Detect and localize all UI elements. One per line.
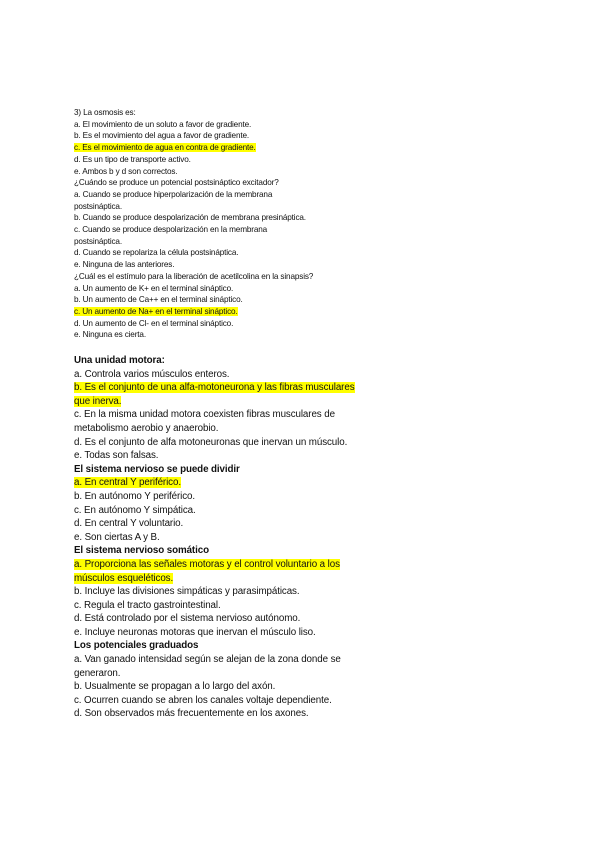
answer-option: d. Está controlado por el sistema nervioso autónomo. — [74, 613, 301, 625]
answer-option: b. Cuando se produce despolarización de membrana presináptica. — [74, 213, 306, 223]
question-title: Una unidad motora: — [74, 355, 165, 366]
answer-option: a. Un aumento de K+ en el terminal sináptico. — [74, 283, 234, 293]
answer-option: a. Cuando se produce hiperpolarización de la membrana — [74, 189, 273, 199]
answer-option-continuation: postsináptica. — [74, 236, 122, 246]
highlight-mark: músculos esqueléticos. — [74, 572, 174, 584]
answer-option: c. Cuando se produce despolarización en la membrana — [74, 225, 268, 235]
answer-option: a. El movimiento de un soluto a favor de gradiente. — [74, 119, 252, 129]
answer-option-highlighted — [74, 572, 384, 586]
answer-option-continuation: postsináptica. — [74, 201, 122, 211]
question-title: 3) La osmosis es: — [74, 108, 136, 117]
answer-option: d. Es el conjunto de alfa motoneuronas que inervan un músculo. — [74, 436, 348, 448]
highlight-mark: que inerva. — [74, 395, 122, 407]
answer-option: e. Incluye neuronas motoras que inervan el músculo liso. — [74, 626, 316, 638]
answer-option-highlighted — [74, 142, 394, 154]
answer-option: b. Usualmente se propagan a lo largo del axón. — [74, 681, 276, 693]
question-title: El sistema nervioso se puede dividir — [74, 463, 240, 475]
answer-option: b. Incluye las divisiones simpáticas y parasimpáticas. — [74, 586, 300, 598]
answer-option: e. Ambos b y d son correctos. — [74, 166, 178, 176]
answer-option: d. Es un tipo de transporte activo. — [74, 154, 191, 164]
question-block-2 — [74, 354, 384, 721]
question-title: Los potenciales graduados — [74, 640, 199, 652]
question-title: ¿Cuándo se produce un potencial postsináptico excitador? — [74, 178, 279, 188]
answer-option-continuation: metabolismo aerobio y anaerobio. — [74, 422, 219, 434]
answer-option-continuation: generaron. — [74, 667, 121, 679]
answer-option: d. En central Y voluntario. — [74, 518, 184, 530]
answer-option-highlighted — [74, 476, 384, 490]
answer-option: d. Son observados más frecuentemente en los axones. — [74, 708, 309, 720]
answer-option: a. Van ganado intensidad según se alejan de la zona donde se — [74, 654, 341, 666]
answer-option: c. Regula el tracto gastrointestinal. — [74, 599, 221, 611]
question-block-1 — [74, 107, 394, 341]
answer-option: e. Todas son falsas. — [74, 450, 159, 462]
answer-option-highlighted — [74, 395, 384, 409]
highlight-mark: a. Proporciona las señales motoras y el control voluntario a los — [74, 558, 340, 570]
highlight-mark: a. En central Y periférico. — [74, 477, 181, 489]
answer-option: a. Controla varios músculos enteros. — [74, 368, 230, 380]
answer-option-highlighted — [74, 381, 384, 395]
answer-option: b. En autónomo Y periférico. — [74, 490, 196, 502]
answer-option-highlighted — [74, 558, 384, 572]
answer-option: c. En autónomo Y simpática. — [74, 504, 196, 516]
answer-option: d. Cuando se repolariza la célula postsináptica. — [74, 248, 239, 258]
highlight-mark: c. Es el movimiento de agua en contra de gradiente. — [74, 143, 256, 153]
answer-option: e. Ninguna de las anteriores. — [74, 260, 175, 270]
answer-option-highlighted — [74, 306, 394, 318]
answer-option: e. Ninguna es cierta. — [74, 330, 146, 340]
question-title: ¿Cuál es el estímulo para la liberación de acetilcolina en la sinapsis? — [74, 271, 314, 281]
answer-option: b. Un aumento de Ca++ en el terminal sináptico. — [74, 295, 243, 305]
highlight-mark: c. Un aumento de Na+ en el terminal sináptico. — [74, 306, 238, 316]
answer-option: c. En la misma unidad motora coexisten fibras musculares de — [74, 409, 335, 421]
answer-option: c. Ocurren cuando se abren los canales voltaje dependiente. — [74, 694, 332, 706]
highlight-mark: b. Es el conjunto de una alfa-motoneurona y las fibras musculares — [74, 382, 355, 394]
answer-option: d. Un aumento de Cl- en el terminal sináptico. — [74, 318, 234, 328]
answer-option: e. Son ciertas A y B. — [74, 531, 160, 543]
question-title: El sistema nervioso somático — [74, 545, 209, 557]
answer-option: b. Es el movimiento del agua a favor de gradiente. — [74, 131, 250, 141]
